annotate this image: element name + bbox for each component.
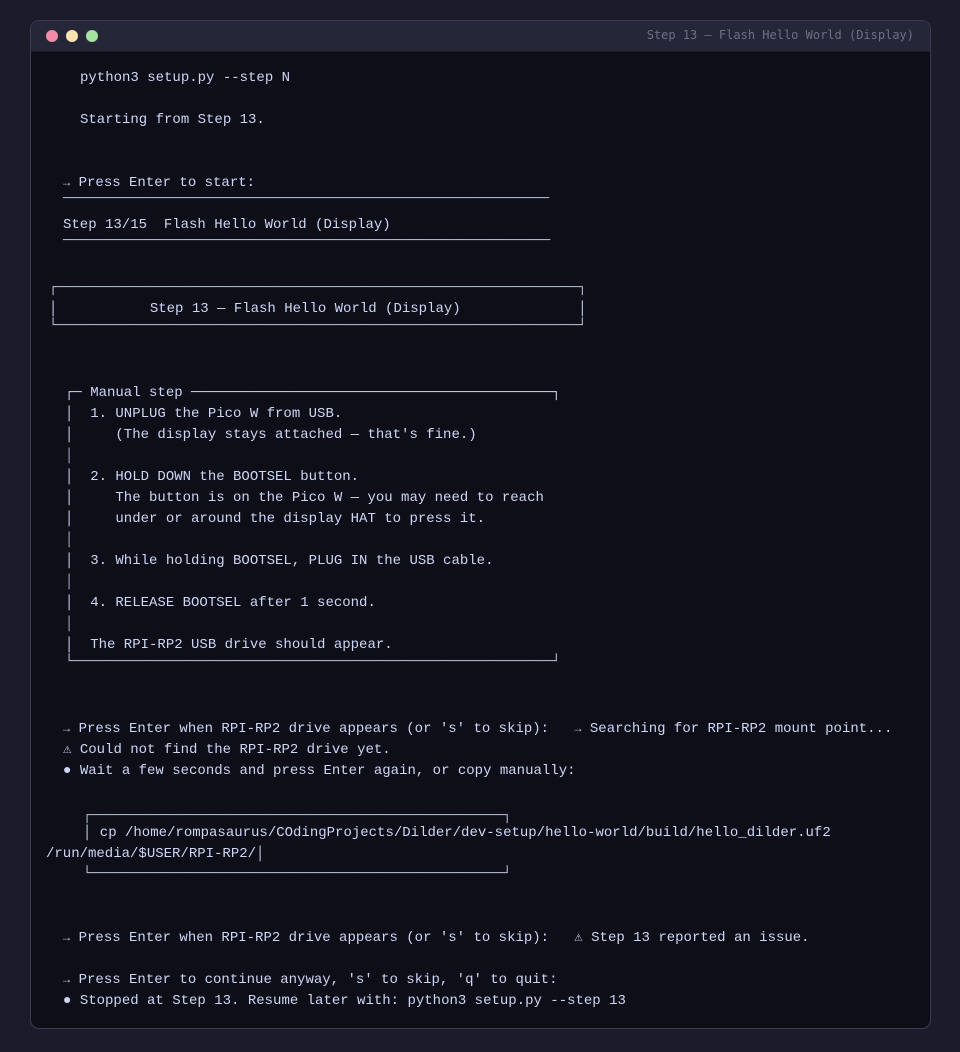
manual-line: │ [65, 448, 74, 464]
arrow-icon: → [63, 931, 71, 945]
manual-line: │ 3. While holding BOOTSEL, PLUG IN the USB cable. [65, 553, 494, 569]
copy-box-top: ┌─────────────────────────────────────────────────┐ [83, 808, 512, 824]
manual-line: │ 4. RELEASE BOOTSEL after 1 second. [65, 595, 376, 611]
info-stopped [63, 991, 626, 1012]
starting-message: Starting from Step 13. [80, 112, 265, 128]
title-box-bottom: └──────────────────────────────────────────────────────────────┘ [49, 318, 587, 334]
info-wait-text: Wait a few seconds and press Enter again, or copy manually: [79, 763, 576, 779]
manual-line: │ under or around the display HAT to press it. [65, 511, 486, 527]
prompt-continue-text: Press Enter to continue anyway, 's' to skip, 'q' to quit: [78, 972, 558, 988]
issue-status: Step 13 reported an issue. [591, 930, 810, 946]
usage-hint: python3 setup.py --step N [80, 70, 291, 86]
title-box-top: ┌──────────────────────────────────────────────────────────────┐ [49, 280, 587, 296]
prompt-drive-1-text: Press Enter when RPI-RP2 drive appears (or 's' to skip): [78, 721, 575, 737]
manual-line: │ [65, 616, 74, 632]
manual-line: │ [65, 532, 74, 548]
bullet-icon: ● [63, 763, 72, 779]
close-button[interactable] [46, 30, 58, 42]
title-bar[interactable] [31, 21, 930, 52]
prompt-drive-2 [63, 928, 810, 949]
prompt-continue [63, 970, 558, 991]
info-wait [63, 761, 576, 782]
arrow-icon: → [63, 722, 71, 736]
prompt-drive-2-text: Press Enter when RPI-RP2 drive appears (or 's' to skip): [78, 930, 575, 946]
copy-command-line-2[interactable]: /run/media/$USER/RPI-RP2/│ [46, 846, 265, 862]
warning-text: Could not find the RPI-RP2 drive yet. [79, 742, 391, 758]
copy-box-bottom: └─────────────────────────────────────────────────┘ [83, 866, 512, 882]
minimize-button[interactable] [66, 30, 78, 42]
arrow-icon: → [63, 176, 71, 190]
prompt-drive-1 [63, 719, 892, 740]
copy-command-line-1[interactable]: │ cp /home/rompasaurus/COdingProjects/Dilder/dev-setup/hello-world/build/hello_dilder.uf2 [83, 825, 831, 841]
window-title: Step 13 — Flash Hello World (Display) [646, 28, 914, 42]
rule-top: ────────────────────────────────────────────────────────── [63, 191, 550, 207]
rule-bottom: ────────────────────────────────────────────────────────── [63, 233, 551, 249]
prompt-start-text: Press Enter to start: [78, 175, 256, 191]
manual-box-footer: └─────────────────────────────────────────────────────────┘ [65, 654, 561, 670]
manual-line: │ The RPI-RP2 USB drive should appear. [65, 637, 393, 653]
terminal-output[interactable] [31, 52, 930, 1028]
maximize-button[interactable] [86, 30, 98, 42]
manual-line: │ The button is on the Pico W — you may need to reach [65, 490, 544, 506]
terminal-window [30, 20, 931, 1029]
title-box-middle: │ Step 13 — Flash Hello World (Display) │ [49, 301, 587, 317]
step-header: Step 13/15 Flash Hello World (Display) [63, 217, 391, 233]
warning-icon: ⚠ [574, 930, 583, 946]
manual-line: │ (The display stays attached — that's fine.) [65, 427, 477, 443]
info-stopped-text: Stopped at Step 13. Resume later with: python3 setup.py --step 13 [79, 993, 626, 1009]
searching-status: Searching for RPI-RP2 mount point... [589, 721, 893, 737]
warning-not-found [63, 740, 391, 761]
manual-box-header: ┌─ Manual step ───────────────────────────────────────────┐ [65, 385, 561, 401]
manual-line: │ 1. UNPLUG the Pico W from USB. [65, 406, 343, 422]
warning-icon: ⚠ [63, 742, 72, 758]
arrow-icon: → [574, 722, 582, 736]
manual-line: │ [65, 574, 74, 590]
arrow-icon: → [63, 973, 71, 987]
bullet-icon: ● [63, 993, 72, 1009]
manual-line: │ 2. HOLD DOWN the BOOTSEL button. [65, 469, 360, 485]
